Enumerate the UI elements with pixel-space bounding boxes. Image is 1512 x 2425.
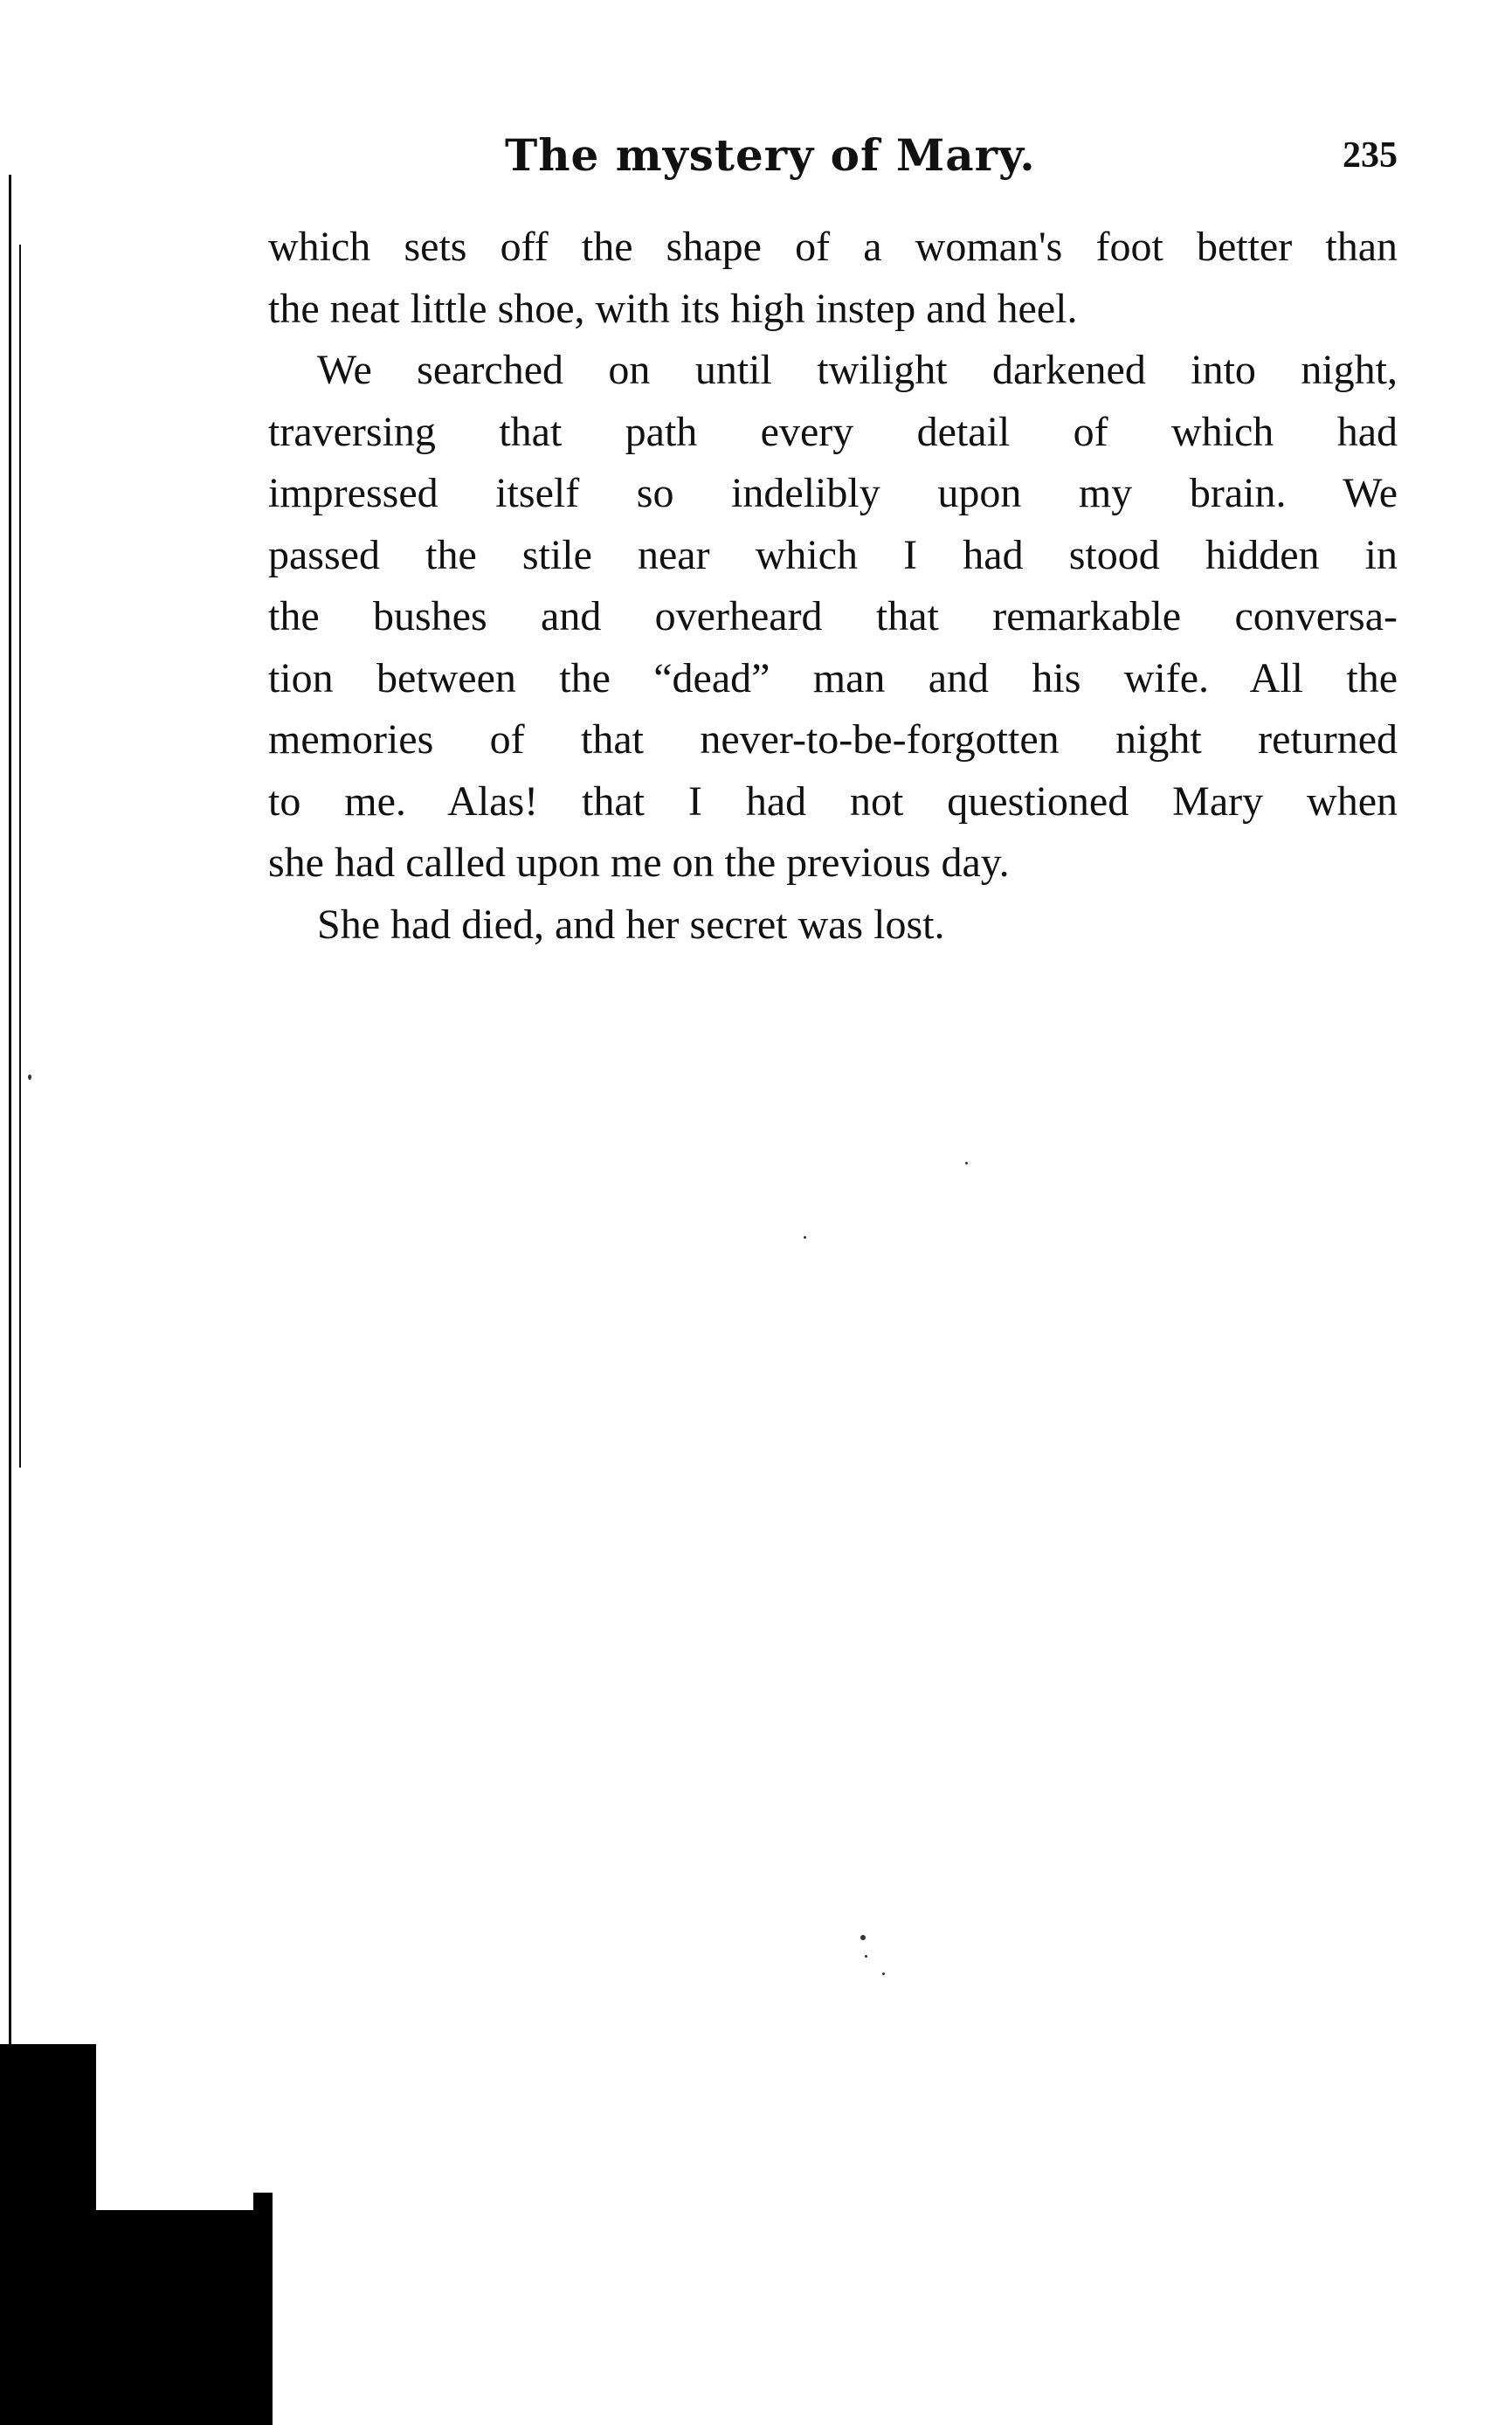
paragraph-first-line: We searched on until twilight darkened into night, [317,347,1398,393]
running-head [262,121,1398,190]
text-line: traversing that path every detail of which had [268,408,1398,455]
text-line: the neat little shoe, with its high instep and heel. [268,285,1078,332]
binding-edge-line-inner [19,245,21,1468]
text-line: tion between the “dead” man and his wife. All the [268,654,1398,701]
scan-shadow [253,2193,273,2219]
scan-shadow [0,2210,273,2425]
body-text [268,217,1398,956]
text-line: memories of that never-to-be-forgotten night returned [268,716,1398,763]
scan-speck [965,1162,968,1164]
page-number: 235 [1343,135,1398,176]
text-line: to me. Alas! that I had not questioned Mary when [268,777,1398,825]
paragraph-first-line: She had died, and her secret was lost. [317,901,945,948]
scan-speck [28,1074,31,1080]
scan-speck [804,1236,806,1239]
text-line: passed the stile near which I had stood hidden in [268,531,1398,578]
scan-speck [865,1955,867,1958]
text-line: the bushes and overheard that remarkable conversa- [268,593,1398,639]
text-line: which sets off the shape of a woman's foot better than [268,224,1398,270]
scan-speck [882,1972,885,1975]
scan-speck [860,1935,866,1940]
text-line: impressed itself so indelibly upon my brain. We [268,470,1398,516]
running-title: The mystery of Mary. [505,129,1036,181]
text-line: she had called upon me on the previous day. [268,839,1010,886]
